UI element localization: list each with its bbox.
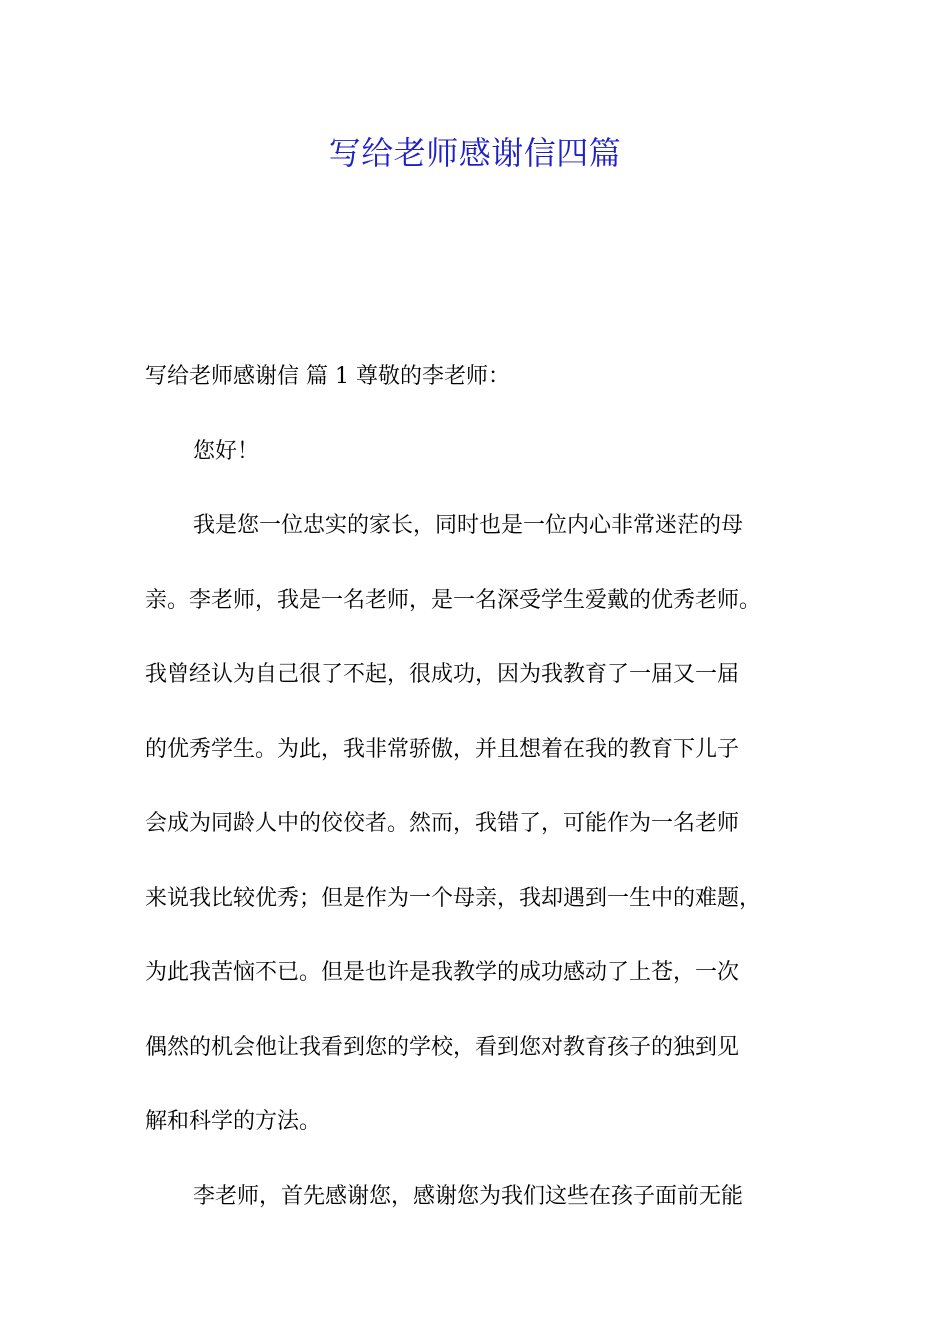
paragraph-line: 的优秀学生。为此，我非常骄傲，并且想着在我的教育下儿子 <box>145 736 740 762</box>
document-body <box>145 340 825 1234</box>
document-title: 写给老师感谢信四篇 <box>328 134 622 172</box>
paragraph-line: 我是您一位忠实的家长，同时也是一位内心非常迷茫的母 <box>193 513 744 538</box>
greeting-line: 您好！ <box>193 438 260 464</box>
paragraph-line: 李老师，首先感谢您，感谢您为我们这些在孩子面前无能 <box>193 1183 744 1209</box>
paragraph-line: 为此我苦恼不已。但是也许是我教学的成功感动了上苍，一次 <box>145 960 740 985</box>
paragraph-line: 会成为同龄人中的佼佼者。然而，我错了，可能作为一名老师 <box>145 811 740 836</box>
paragraph-line: 偶然的机会他让我看到您的学校，看到您对教育孩子的独到见 <box>145 1034 740 1060</box>
paragraph-line: 来说我比较优秀；但是作为一个母亲，我却遇到一生中的难题， <box>145 885 762 911</box>
paragraph-line: 解和科学的方法。 <box>145 1109 322 1134</box>
paragraph-line: 我曾经认为自己很了不起，很成功，因为我教育了一届又一届 <box>145 662 740 687</box>
paragraph-line: 亲。李老师，我是一名老师，是一名深受学生爱戴的优秀老师。 <box>145 587 762 613</box>
heading-line: 写给老师感谢信 篇 1 尊敬的李老师： <box>145 364 510 389</box>
